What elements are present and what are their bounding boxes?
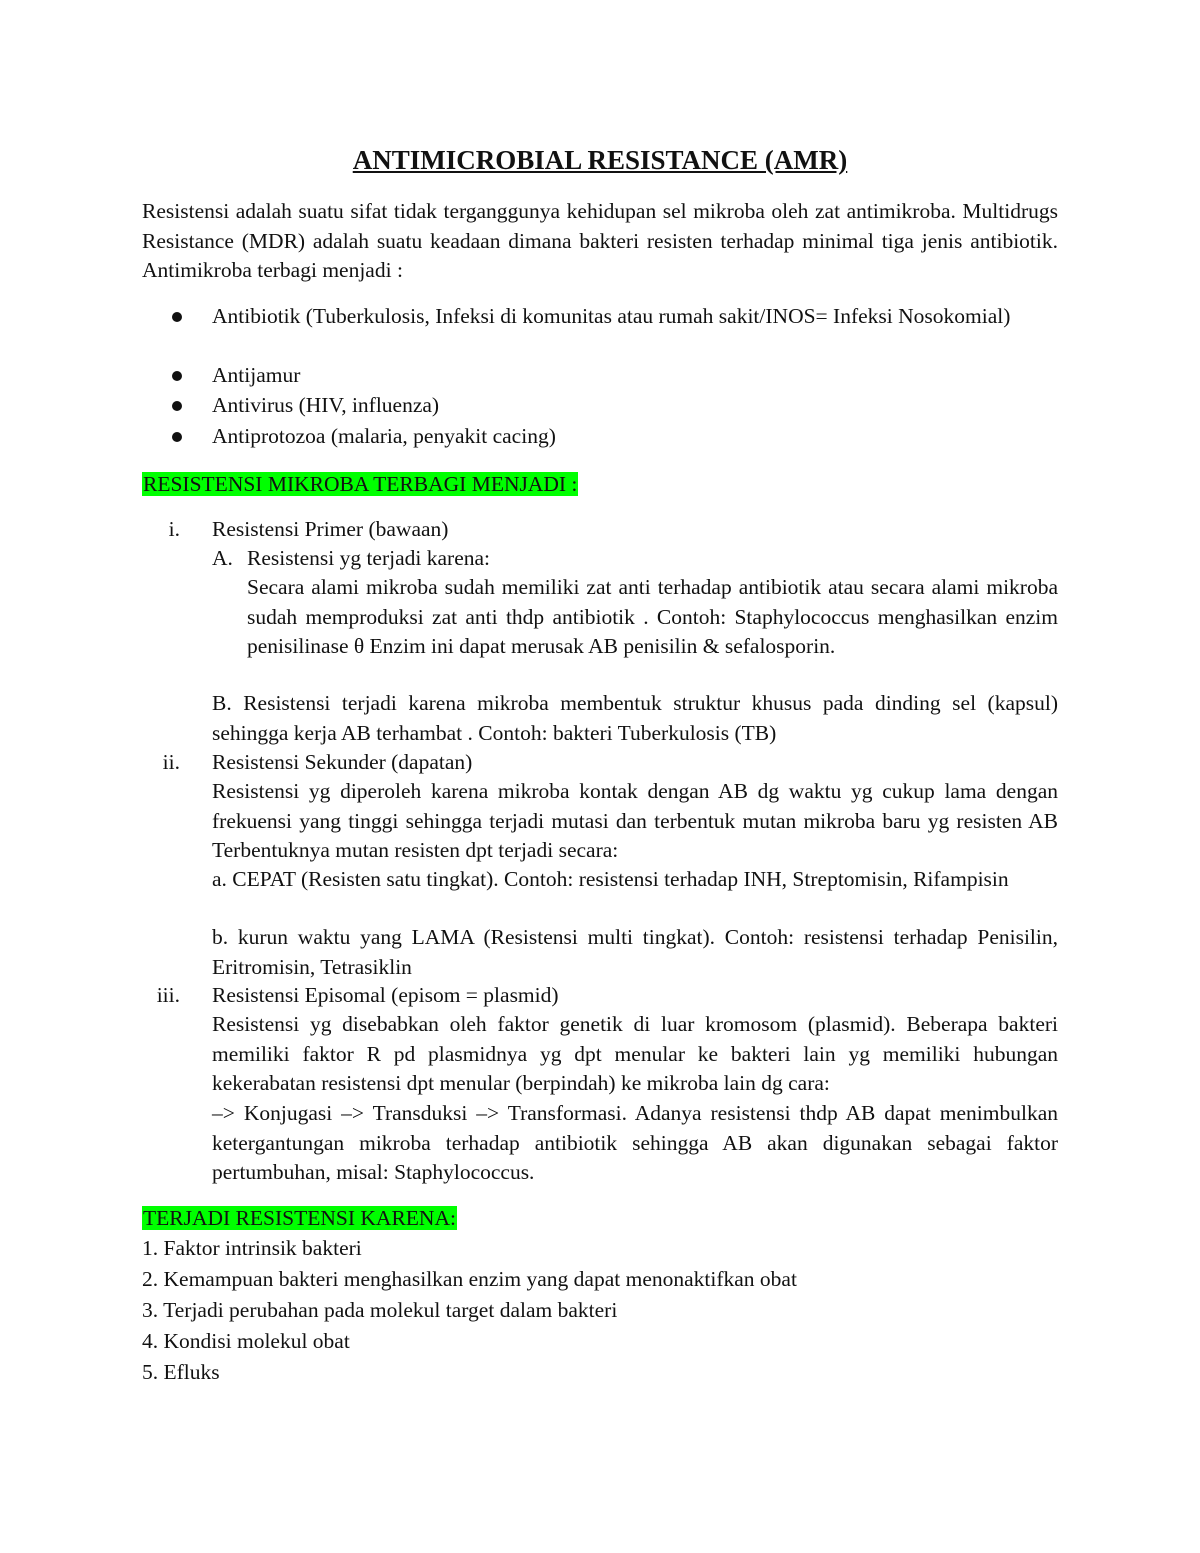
sub-item: B. Resistensi terjadi karena mikroba membentuk struktur khusus pada dinding sel (kapsul) sehingga kerja AB terhambat . Contoh: bakteri Tuberkulosis (TB)	[212, 691, 1058, 745]
bullet-icon	[172, 432, 182, 442]
roman-numeral: i.	[168, 517, 180, 541]
page-title: ANTIMICROBIAL RESISTANCE (AMR)	[352, 145, 848, 175]
item-title: Resistensi Episomal (episom = plasmid)	[212, 983, 559, 1007]
sub-label: A.	[212, 546, 233, 570]
sub-item: –> Konjugasi –> Transduksi –> Transformasi. Adanya resistensi thdp AB dapat menimbulkan ketergantungan mikroba terhadap antibiotik sehingga AB akan digunakan sebagai faktor pertumbuhan, misal: Staphylococcus.	[212, 1101, 1058, 1184]
sub-title: Resistensi yg terjadi karena:	[247, 546, 490, 570]
item-body: Resistensi yg disebabkan oleh faktor genetik di luar kromosom (plasmid). Beberapa bakteri memiliki faktor R pd plasmidnya yg dpt menular ke bakteri lain yg memiliki hubungan kekerabatan resistensi dpt menular (berpindah) ke mikroba lain dg cara:	[212, 1012, 1058, 1095]
sub-item: b. kurun waktu yang LAMA (Resistensi multi tingkat). Contoh: resistensi terhadap Penisilin, Eritromisin, Tetrasiklin	[212, 925, 1058, 979]
numbered-item: 5. Efluks	[142, 1360, 220, 1384]
highlighted-heading: TERJADI RESISTENSI KARENA:	[143, 1206, 456, 1230]
numbered-item: 2. Kemampuan bakteri menghasilkan enzim yang dapat menonaktifkan obat	[142, 1267, 797, 1291]
sub-item: a. CEPAT (Resisten satu tingkat). Contoh: resistensi terhadap INH, Streptomisin, Rifampisin	[212, 867, 1009, 891]
item-body: Resistensi yg diperoleh karena mikroba kontak dengan AB dg waktu yg cukup lama dengan frekuensi yang tinggi sehingga terjadi mutasi dan terbentuk mutan mikroba baru yg resisten AB Terbentuknya mutan resisten dpt terjadi secara:	[212, 779, 1058, 862]
bullet-icon	[172, 401, 182, 411]
list-item: Antivirus (HIV, influenza)	[212, 393, 440, 417]
section-heading	[142, 1204, 457, 1234]
list-item: Antijamur	[212, 363, 301, 387]
section-heading	[142, 470, 578, 500]
list-item: Antiprotozoa (malaria, penyakit cacing)	[212, 424, 556, 448]
item-title: Resistensi Primer (bawaan)	[212, 517, 449, 541]
numbered-item: 1. Faktor intrinsik bakteri	[142, 1236, 362, 1260]
item-title: Resistensi Sekunder (dapatan)	[212, 750, 473, 774]
list-item: Antibiotik (Tuberkulosis, Infeksi di komunitas atau rumah sakit/INOS= Infeksi Nosokomial)	[212, 304, 1011, 328]
sub-body: Secara alami mikroba sudah memiliki zat anti terhadap antibiotik atau secara alami mikroba sudah memproduksi zat anti thdp antibiotik . Contoh: Staphylococcus menghasilkan enzim penisilinase θ Enzim ini dapat merusak AB penisilin & sefalosporin.	[247, 575, 1058, 658]
numbered-item: 3. Terjadi perubahan pada molekul target dalam bakteri	[142, 1298, 618, 1322]
highlighted-heading: RESISTENSI MIKROBA TERBAGI MENJADI :	[143, 472, 578, 496]
bullet-icon	[172, 312, 182, 322]
roman-numeral: ii.	[162, 750, 180, 774]
bullet-icon	[172, 371, 182, 381]
intro-paragraph: Resistensi adalah suatu sifat tidak terganggunya kehidupan sel mikroba oleh zat antimikroba. Multidrugs Resistance (MDR) adalah suatu keadaan dimana bakteri resisten terhadap minimal tiga jenis antibiotik. Antimikroba terbagi menjadi :	[142, 199, 1058, 282]
roman-numeral: iii.	[156, 983, 180, 1007]
numbered-item: 4. Kondisi molekul obat	[142, 1329, 350, 1353]
